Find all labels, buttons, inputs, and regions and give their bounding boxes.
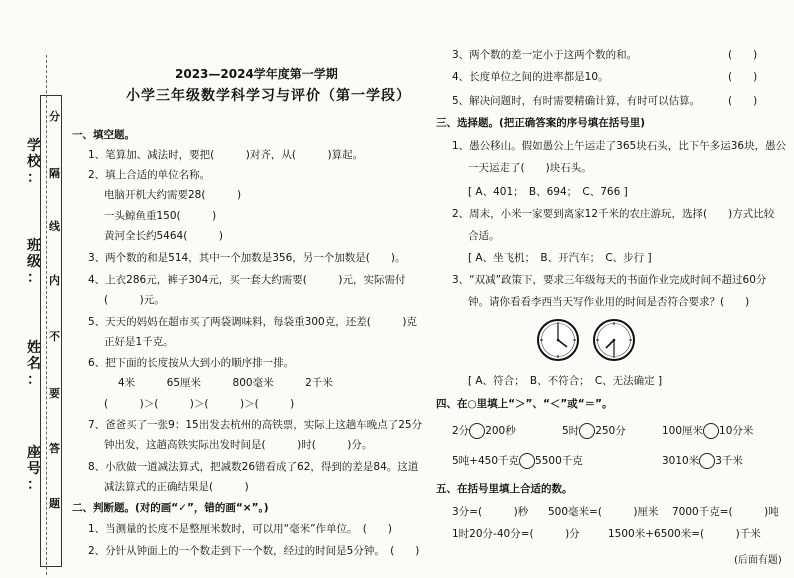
compare-item [662, 423, 753, 439]
question-text: 7、爸爸买了一张9：15出发去杭州的高铁票，实际上这趟车晚点了25分 [88, 419, 423, 431]
section-fill-number-heading: 五、在括号里填上合适的数。 [436, 483, 573, 495]
choice-options: [ A、坐飞机； B、开汽车； C、步行 ] [468, 252, 652, 264]
seal-char-8: 题 [49, 497, 60, 510]
term-heading: 2023—2024学年度第一学期 [175, 67, 338, 81]
fill-item[interactable]: 7000千克=( )吨 [672, 506, 779, 518]
compare-right: 10分米 [719, 425, 754, 437]
compare-circle[interactable] [703, 423, 719, 439]
seal-char-5: 不 [49, 330, 60, 343]
compare-item [562, 423, 626, 439]
seal-char-4: 内 [49, 274, 60, 287]
question-text: 钟。请你看看李西当天写作业用的时间是否符合要求？( ) [468, 296, 750, 308]
seal-char-6: 要 [49, 387, 60, 400]
seal-char-3: 线 [49, 220, 60, 233]
compare-left: 100厘米 [662, 425, 704, 437]
question-text: 5、天天的妈妈在超市买了两袋调味料，每袋重300克，还差( )克 [88, 316, 417, 328]
compare-left: 2分 [452, 425, 470, 437]
compare-item [452, 453, 583, 469]
school-label-2: 校 [27, 154, 41, 170]
school-label-1: 学 [27, 138, 41, 154]
name-label-1: 姓 [27, 340, 41, 356]
section-judge-heading: 二、判断题。(对的画“✓”，错的画“×”。) [72, 502, 269, 514]
question-text: 黄河全长约5464( ) [104, 230, 223, 242]
fill-item[interactable]: 3分=( )秒 [452, 506, 529, 518]
question-text: 一头鲸鱼重150( ) [104, 210, 217, 222]
compare-right: 250分 [595, 425, 626, 437]
exam-title: 小学三年级数学科学习与评价（第一学段） [126, 88, 411, 104]
class-label-3: ： [27, 270, 41, 286]
compare-circle[interactable] [579, 423, 595, 439]
question-text: 2、周末，小米一家要到离家12千米的农庄游玩，选择( )方式比较 [452, 208, 775, 220]
class-label-1: 班 [27, 238, 41, 254]
seat-label-3: ： [27, 477, 41, 493]
question-text: 1、当测量的长度不是整厘米数时，可以用“毫米”作单位。 ( ) [88, 523, 393, 535]
question-text: 正好是1千克。 [104, 336, 174, 348]
compare-right: 5500千克 [535, 455, 583, 467]
choice-options: [ A、401； B、694； C、766 ] [468, 186, 628, 198]
section-fill-heading: 一、填空题。 [72, 129, 135, 141]
fill-item[interactable]: 500毫米=( )厘米 [548, 506, 659, 518]
question-text: 1、愚公移山。假如愚公上午运走了365块石头，比下午多运36块，愚公 [452, 140, 787, 152]
fill-item[interactable]: 1500米+6500米=( )千米 [608, 528, 761, 540]
question-text: 3、“双减”政策下，要求三年级每天的书面作业完成时间不超过60分 [452, 274, 767, 286]
compare-right: 200秒 [485, 425, 516, 437]
compare-item [662, 453, 743, 469]
continue-note: (后面有题) [734, 555, 782, 566]
question-text: 6、把下面的长度按从大到小的顺序排一排。 [88, 357, 295, 369]
question-text: 1、笔算加、减法时，要把( )对齐，从( )算起。 [88, 149, 364, 161]
name-label-2: 名 [27, 356, 41, 372]
question-text: 一天运走了( )块石头。 [468, 162, 592, 174]
answer-bracket[interactable]: ( ) [728, 49, 758, 61]
seal-char-1: 分 [49, 110, 60, 123]
fill-item[interactable]: 1时20分-40分=( )分 [452, 528, 580, 540]
compare-left: 3010米 [662, 455, 700, 467]
compare-left: 5吨+450千克 [452, 455, 520, 467]
compare-item [452, 423, 516, 439]
answer-bracket[interactable]: ( ) [728, 95, 758, 107]
question-text: 4米 65厘米 800毫米 2千米 [118, 377, 333, 389]
question-text: 合适。 [468, 230, 500, 242]
answer-bracket[interactable]: ( ) [728, 71, 758, 83]
question-text: ( )＞( )＞( )＞( ) [104, 398, 295, 410]
section-choice-heading: 三、选择题。(把正确答案的序号填在括号里) [436, 117, 646, 129]
question-text: 3、两个数的和是514，其中一个加数是356，另一个加数是( )。 [88, 252, 406, 264]
compare-circle[interactable] [469, 423, 485, 439]
school-label-3: ： [27, 170, 41, 186]
question-text: 4、上衣286元，裤子304元，买一套大约需要( )元，实际需付 [88, 274, 406, 286]
clock-end-icon [592, 318, 636, 362]
question-text: 减法算式的正确结果是( ) [104, 481, 249, 493]
choice-options: [ A、符合； B、不符合； C、无法确定 ] [468, 375, 663, 387]
question-text: 5、解决问题时，有时需要精确计算，有时可以估算。 [452, 95, 701, 107]
seat-label-2: 号 [27, 461, 41, 477]
compare-right: 3千米 [715, 455, 743, 467]
question-text: 8、小欣做一道减法算式，把减数26错看成了62，得到的差是84。这道 [88, 461, 419, 473]
question-text: 电脑开机大约需要28( ) [104, 189, 242, 201]
seal-char-2: 隔 [49, 167, 60, 180]
compare-left: 5时 [562, 425, 580, 437]
question-text: ( )元。 [104, 294, 165, 306]
question-text: 3、两个数的差一定小于这两个数的和。 [452, 49, 638, 61]
question-text: 2、分针从钟面上的一个数走到下一个数，经过的时间是5分钟。 ( ) [88, 545, 420, 557]
question-text: 钟出发，这趟高铁实际出发时间是( )时( )分。 [104, 439, 373, 451]
question-text: 2、填上合适的单位名称。 [88, 169, 211, 181]
name-label-3: ： [27, 372, 41, 388]
clock-start-icon [536, 318, 580, 362]
question-text: 4、长度单位之间的进率都是10。 [452, 71, 609, 83]
section-compare-heading: 四、在○里填上“＞”、“＜”或“＝”。 [436, 398, 613, 410]
class-label-2: 级 [27, 254, 41, 270]
seal-char-7: 答 [49, 442, 60, 455]
compare-circle[interactable] [699, 453, 715, 469]
compare-circle[interactable] [519, 453, 535, 469]
seat-label-1: 座 [27, 445, 41, 461]
